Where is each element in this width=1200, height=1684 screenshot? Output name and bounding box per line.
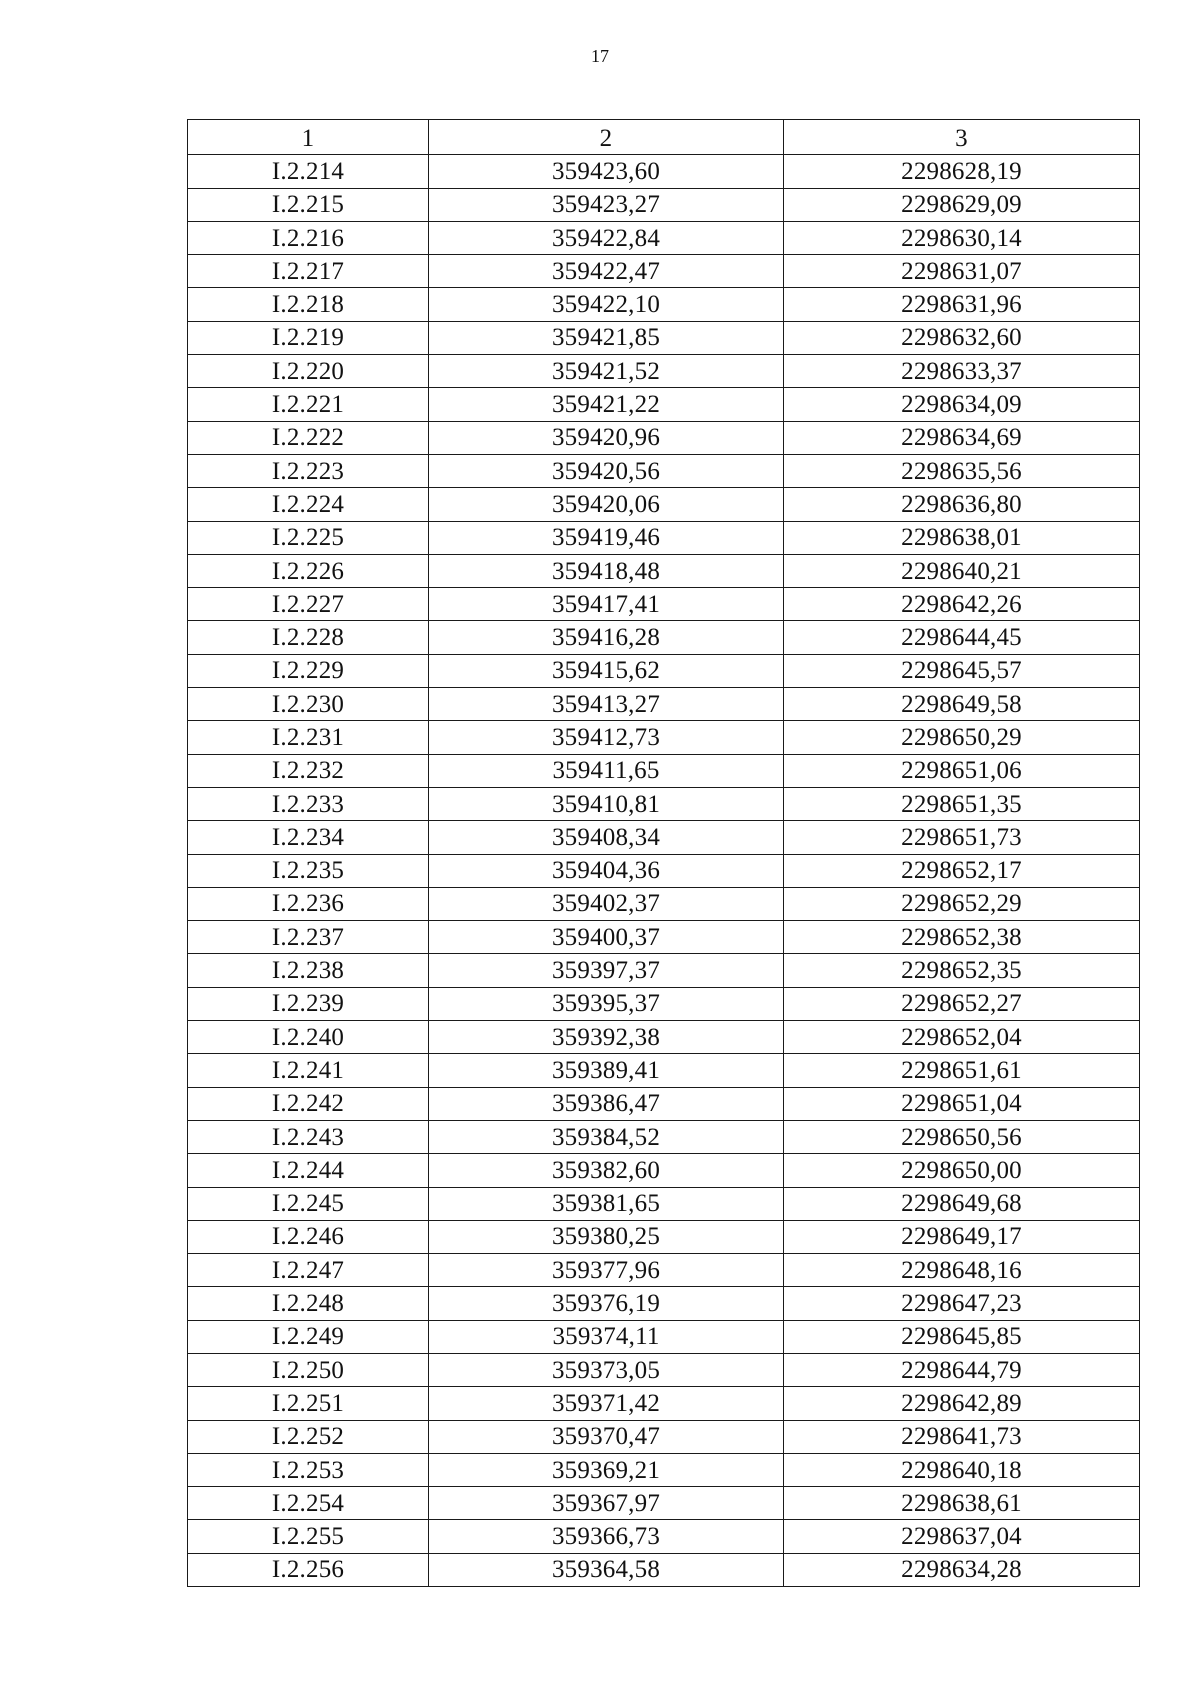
x-coordinate-cell: 359421,52 xyxy=(429,355,784,388)
table-row xyxy=(188,321,1140,354)
table-row xyxy=(188,1353,1140,1386)
x-coordinate-cell: 359422,47 xyxy=(429,255,784,288)
y-coordinate-cell: 2298645,85 xyxy=(784,1320,1140,1353)
y-coordinate-cell: 2298634,28 xyxy=(784,1553,1140,1586)
table-row xyxy=(188,787,1140,820)
table-header xyxy=(188,120,1140,155)
point-id-cell: I.2.236 xyxy=(188,887,429,920)
y-coordinate-cell: 2298638,61 xyxy=(784,1487,1140,1520)
point-id-cell: I.2.227 xyxy=(188,588,429,621)
y-coordinate-cell: 2298631,07 xyxy=(784,255,1140,288)
point-id-cell: I.2.224 xyxy=(188,488,429,521)
table-row xyxy=(188,1453,1140,1486)
y-coordinate-cell: 2298649,68 xyxy=(784,1187,1140,1220)
table-row xyxy=(188,1487,1140,1520)
point-id-cell: I.2.233 xyxy=(188,787,429,820)
x-coordinate-cell: 359374,11 xyxy=(429,1320,784,1353)
column-header-1: 1 xyxy=(188,120,429,155)
point-id-cell: I.2.218 xyxy=(188,288,429,321)
table-row xyxy=(188,821,1140,854)
y-coordinate-cell: 2298632,60 xyxy=(784,321,1140,354)
point-id-cell: I.2.235 xyxy=(188,854,429,887)
table-row xyxy=(188,521,1140,554)
table-row xyxy=(188,288,1140,321)
y-coordinate-cell: 2298629,09 xyxy=(784,188,1140,221)
y-coordinate-cell: 2298652,35 xyxy=(784,954,1140,987)
x-coordinate-cell: 359404,36 xyxy=(429,854,784,887)
x-coordinate-cell: 359412,73 xyxy=(429,721,784,754)
point-id-cell: I.2.217 xyxy=(188,255,429,288)
y-coordinate-cell: 2298649,58 xyxy=(784,688,1140,721)
x-coordinate-cell: 359402,37 xyxy=(429,887,784,920)
y-coordinate-cell: 2298650,29 xyxy=(784,721,1140,754)
x-coordinate-cell: 359369,21 xyxy=(429,1453,784,1486)
x-coordinate-cell: 359392,38 xyxy=(429,1021,784,1054)
x-coordinate-cell: 359423,60 xyxy=(429,155,784,188)
x-coordinate-cell: 359373,05 xyxy=(429,1353,784,1386)
y-coordinate-cell: 2298641,73 xyxy=(784,1420,1140,1453)
y-coordinate-cell: 2298640,18 xyxy=(784,1453,1140,1486)
table-row xyxy=(188,355,1140,388)
x-coordinate-cell: 359422,84 xyxy=(429,221,784,254)
y-coordinate-cell: 2298652,04 xyxy=(784,1021,1140,1054)
y-coordinate-cell: 2298647,23 xyxy=(784,1287,1140,1320)
table-row xyxy=(188,954,1140,987)
point-id-cell: I.2.230 xyxy=(188,688,429,721)
x-coordinate-cell: 359422,10 xyxy=(429,288,784,321)
point-id-cell: I.2.229 xyxy=(188,654,429,687)
x-coordinate-cell: 359417,41 xyxy=(429,588,784,621)
y-coordinate-cell: 2298642,89 xyxy=(784,1387,1140,1420)
table-row xyxy=(188,1287,1140,1320)
point-id-cell: I.2.214 xyxy=(188,155,429,188)
table-row xyxy=(188,454,1140,487)
table-header-row xyxy=(188,120,1140,155)
y-coordinate-cell: 2298630,14 xyxy=(784,221,1140,254)
point-id-cell: I.2.245 xyxy=(188,1187,429,1220)
y-coordinate-cell: 2298652,38 xyxy=(784,921,1140,954)
table-row xyxy=(188,621,1140,654)
table-row xyxy=(188,1187,1140,1220)
x-coordinate-cell: 359371,42 xyxy=(429,1387,784,1420)
x-coordinate-cell: 359408,34 xyxy=(429,821,784,854)
point-id-cell: I.2.221 xyxy=(188,388,429,421)
point-id-cell: I.2.223 xyxy=(188,454,429,487)
x-coordinate-cell: 359380,25 xyxy=(429,1220,784,1253)
point-id-cell: I.2.244 xyxy=(188,1154,429,1187)
x-coordinate-cell: 359421,22 xyxy=(429,388,784,421)
point-id-cell: I.2.222 xyxy=(188,421,429,454)
x-coordinate-cell: 359411,65 xyxy=(429,754,784,787)
point-id-cell: I.2.253 xyxy=(188,1453,429,1486)
x-coordinate-cell: 359376,19 xyxy=(429,1287,784,1320)
x-coordinate-cell: 359397,37 xyxy=(429,954,784,987)
table-row xyxy=(188,854,1140,887)
point-id-cell: I.2.250 xyxy=(188,1353,429,1386)
y-coordinate-cell: 2298649,17 xyxy=(784,1220,1140,1253)
table-row xyxy=(188,921,1140,954)
column-header-3: 3 xyxy=(784,120,1140,155)
x-coordinate-cell: 359389,41 xyxy=(429,1054,784,1087)
table-row xyxy=(188,1154,1140,1187)
x-coordinate-cell: 359395,37 xyxy=(429,987,784,1020)
table-row xyxy=(188,1520,1140,1553)
y-coordinate-cell: 2298651,73 xyxy=(784,821,1140,854)
y-coordinate-cell: 2298636,80 xyxy=(784,488,1140,521)
y-coordinate-cell: 2298631,96 xyxy=(784,288,1140,321)
y-coordinate-cell: 2298638,01 xyxy=(784,521,1140,554)
table-row xyxy=(188,754,1140,787)
x-coordinate-cell: 359366,73 xyxy=(429,1520,784,1553)
point-id-cell: I.2.231 xyxy=(188,721,429,754)
table-row xyxy=(188,255,1140,288)
table-row xyxy=(188,1054,1140,1087)
y-coordinate-cell: 2298633,37 xyxy=(784,355,1140,388)
y-coordinate-cell: 2298637,04 xyxy=(784,1520,1140,1553)
x-coordinate-cell: 359367,97 xyxy=(429,1487,784,1520)
point-id-cell: I.2.252 xyxy=(188,1420,429,1453)
table-row xyxy=(188,1553,1140,1586)
y-coordinate-cell: 2298652,29 xyxy=(784,887,1140,920)
x-coordinate-cell: 359420,96 xyxy=(429,421,784,454)
x-coordinate-cell: 359381,65 xyxy=(429,1187,784,1220)
table-row xyxy=(188,1021,1140,1054)
point-id-cell: I.2.220 xyxy=(188,355,429,388)
point-id-cell: I.2.251 xyxy=(188,1387,429,1420)
table-row xyxy=(188,1220,1140,1253)
table-row xyxy=(188,1120,1140,1153)
point-id-cell: I.2.255 xyxy=(188,1520,429,1553)
y-coordinate-cell: 2298642,26 xyxy=(784,588,1140,621)
y-coordinate-cell: 2298645,57 xyxy=(784,654,1140,687)
y-coordinate-cell: 2298650,00 xyxy=(784,1154,1140,1187)
point-id-cell: I.2.237 xyxy=(188,921,429,954)
x-coordinate-cell: 359384,52 xyxy=(429,1120,784,1153)
table-row xyxy=(188,488,1140,521)
point-id-cell: I.2.248 xyxy=(188,1287,429,1320)
point-id-cell: I.2.234 xyxy=(188,821,429,854)
y-coordinate-cell: 2298634,69 xyxy=(784,421,1140,454)
x-coordinate-cell: 359364,58 xyxy=(429,1553,784,1586)
x-coordinate-cell: 359410,81 xyxy=(429,787,784,820)
y-coordinate-cell: 2298651,61 xyxy=(784,1054,1140,1087)
table-row xyxy=(188,654,1140,687)
x-coordinate-cell: 359382,60 xyxy=(429,1154,784,1187)
x-coordinate-cell: 359370,47 xyxy=(429,1420,784,1453)
point-id-cell: I.2.254 xyxy=(188,1487,429,1520)
y-coordinate-cell: 2298650,56 xyxy=(784,1120,1140,1153)
y-coordinate-cell: 2298644,45 xyxy=(784,621,1140,654)
x-coordinate-cell: 359377,96 xyxy=(429,1254,784,1287)
y-coordinate-cell: 2298652,17 xyxy=(784,854,1140,887)
table-row xyxy=(188,987,1140,1020)
y-coordinate-cell: 2298640,21 xyxy=(784,554,1140,587)
point-id-cell: I.2.228 xyxy=(188,621,429,654)
table-row xyxy=(188,1387,1140,1420)
point-id-cell: I.2.249 xyxy=(188,1320,429,1353)
x-coordinate-cell: 359386,47 xyxy=(429,1087,784,1120)
point-id-cell: I.2.226 xyxy=(188,554,429,587)
table-row xyxy=(188,188,1140,221)
y-coordinate-cell: 2298651,04 xyxy=(784,1087,1140,1120)
y-coordinate-cell: 2298651,35 xyxy=(784,787,1140,820)
coordinates-table xyxy=(187,119,1140,1587)
point-id-cell: I.2.240 xyxy=(188,1021,429,1054)
page-number: 17 xyxy=(591,46,609,66)
table-body xyxy=(188,155,1140,1587)
point-id-cell: I.2.219 xyxy=(188,321,429,354)
table-row xyxy=(188,1087,1140,1120)
point-id-cell: I.2.241 xyxy=(188,1054,429,1087)
table-row xyxy=(188,388,1140,421)
x-coordinate-cell: 359419,46 xyxy=(429,521,784,554)
point-id-cell: I.2.256 xyxy=(188,1553,429,1586)
point-id-cell: I.2.247 xyxy=(188,1254,429,1287)
y-coordinate-cell: 2298644,79 xyxy=(784,1353,1140,1386)
point-id-cell: I.2.243 xyxy=(188,1120,429,1153)
table-row xyxy=(188,221,1140,254)
y-coordinate-cell: 2298652,27 xyxy=(784,987,1140,1020)
x-coordinate-cell: 359420,56 xyxy=(429,454,784,487)
x-coordinate-cell: 359413,27 xyxy=(429,688,784,721)
y-coordinate-cell: 2298648,16 xyxy=(784,1254,1140,1287)
x-coordinate-cell: 359421,85 xyxy=(429,321,784,354)
x-coordinate-cell: 359418,48 xyxy=(429,554,784,587)
y-coordinate-cell: 2298628,19 xyxy=(784,155,1140,188)
table-row xyxy=(188,1320,1140,1353)
point-id-cell: I.2.238 xyxy=(188,954,429,987)
point-id-cell: I.2.242 xyxy=(188,1087,429,1120)
table-row xyxy=(188,554,1140,587)
table-row xyxy=(188,1420,1140,1453)
table-row xyxy=(188,721,1140,754)
y-coordinate-cell: 2298651,06 xyxy=(784,754,1140,787)
x-coordinate-cell: 359420,06 xyxy=(429,488,784,521)
table-row xyxy=(188,1254,1140,1287)
x-coordinate-cell: 359415,62 xyxy=(429,654,784,687)
column-header-2: 2 xyxy=(429,120,784,155)
x-coordinate-cell: 359400,37 xyxy=(429,921,784,954)
y-coordinate-cell: 2298635,56 xyxy=(784,454,1140,487)
point-id-cell: I.2.232 xyxy=(188,754,429,787)
point-id-cell: I.2.216 xyxy=(188,221,429,254)
point-id-cell: I.2.225 xyxy=(188,521,429,554)
table-row xyxy=(188,887,1140,920)
point-id-cell: I.2.246 xyxy=(188,1220,429,1253)
table-row xyxy=(188,421,1140,454)
table-row xyxy=(188,588,1140,621)
table-row xyxy=(188,688,1140,721)
point-id-cell: I.2.215 xyxy=(188,188,429,221)
x-coordinate-cell: 359423,27 xyxy=(429,188,784,221)
x-coordinate-cell: 359416,28 xyxy=(429,621,784,654)
y-coordinate-cell: 2298634,09 xyxy=(784,388,1140,421)
table-row xyxy=(188,155,1140,188)
point-id-cell: I.2.239 xyxy=(188,987,429,1020)
